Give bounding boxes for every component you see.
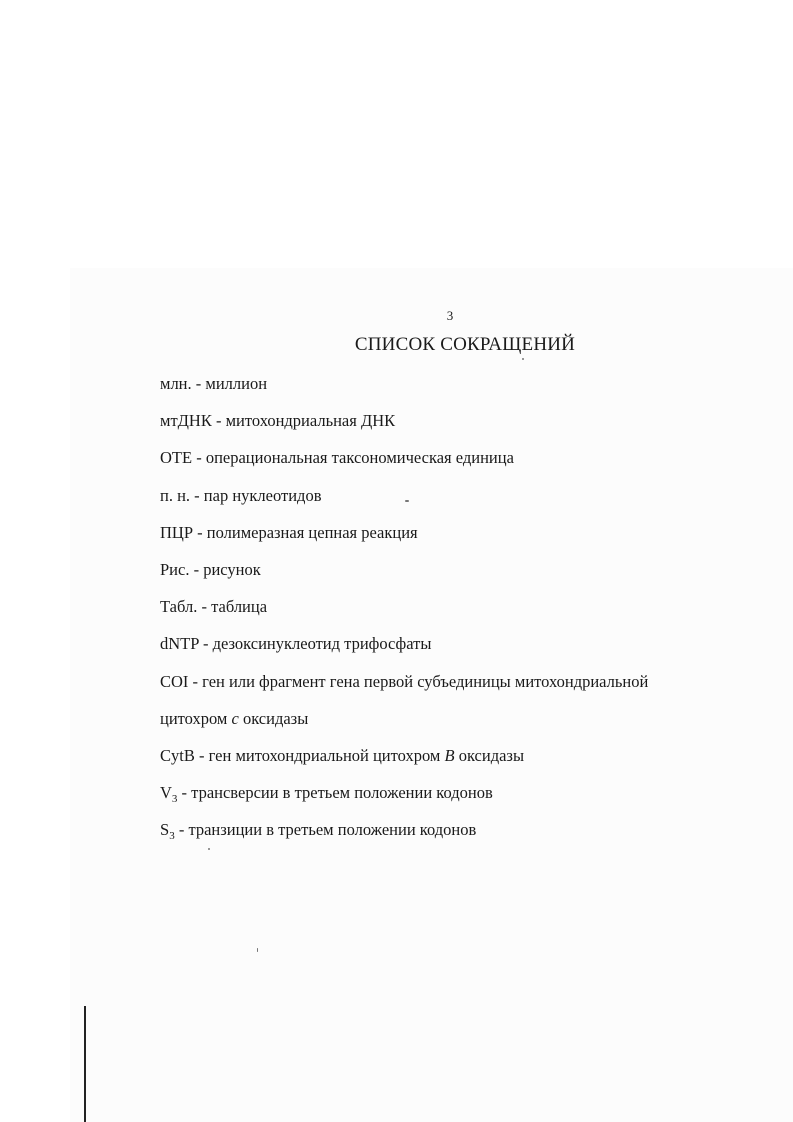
abbreviation-term: S (160, 820, 170, 840)
abbreviation-definition: рисунок (203, 559, 261, 579)
separator: - (191, 374, 206, 393)
page-number: 3 (446, 308, 454, 323)
abbreviation-term: Рис. (160, 559, 190, 579)
abbreviation-term: Табл. (160, 597, 198, 617)
separator: - (189, 559, 204, 579)
definition-italic: c (231, 708, 239, 728)
list-item (160, 485, 760, 522)
list-item (160, 410, 760, 447)
definition-text: ген митохондриальной цитохром (208, 745, 445, 765)
abbreviation-term: ПЦР (160, 522, 194, 542)
list-item (160, 373, 760, 410)
separator: - (192, 448, 206, 468)
separator: - (193, 522, 207, 542)
list-item (160, 671, 760, 708)
abbreviation-definition: ген или фрагмент гена первой субъединицы митохондриальной (202, 671, 649, 691)
scan-speck (405, 500, 409, 502)
abbreviation-term: CytB (160, 745, 195, 765)
separator: - (188, 671, 203, 691)
list-item (160, 819, 760, 856)
abbreviation-definition: пар нуклеотидов (203, 485, 322, 505)
separator: - (190, 485, 204, 505)
list-item (160, 447, 760, 484)
scan-speck (522, 358, 524, 360)
definition-text: оксидазы (454, 745, 525, 765)
scan-margin-line (84, 1006, 86, 1122)
separator: - (198, 634, 213, 654)
list-item (160, 633, 760, 670)
abbreviation-definition: таблица (211, 597, 268, 617)
definition-text: оксидазы (238, 708, 309, 728)
separator: - (177, 783, 192, 803)
abbreviation-definition: трансверсии в третьем положении кодонов (191, 783, 493, 803)
list-item (160, 782, 760, 819)
abbreviation-term: dNTP (160, 634, 199, 654)
definition-italic: B (444, 745, 455, 765)
list-item (160, 745, 760, 782)
separator: - (194, 745, 209, 765)
abbreviation-definition: дезоксинуклеотид трифосфаты (212, 634, 432, 654)
separator: - (174, 820, 189, 840)
list-item-continuation (160, 708, 760, 745)
separator: - (197, 597, 212, 617)
term-subscript: 3 (169, 830, 175, 843)
separator: - (211, 411, 226, 431)
scan-speck (208, 848, 210, 850)
list-item (160, 522, 760, 559)
abbreviation-definition: митохондриальная ДНК (225, 411, 396, 431)
list-item (160, 596, 760, 633)
definition-text: цитохром (160, 708, 232, 728)
abbreviation-definition: операциональная таксономическая единица (205, 448, 514, 468)
scan-speck (257, 948, 258, 952)
abbreviation-definition: транзиции в третьем положении кодонов (188, 820, 477, 840)
list-item (160, 559, 760, 596)
abbreviation-term: OTE (160, 448, 193, 468)
abbreviation-term: мтДНК (160, 411, 212, 431)
page-title: СПИСОК СОКРАЩЕНИЙ (354, 334, 576, 355)
abbreviation-term: п. н. (160, 485, 191, 505)
abbreviation-term: V (160, 783, 172, 803)
abbreviation-term: COI (160, 671, 189, 691)
abbreviation-definition: миллион (205, 374, 268, 393)
abbreviation-term: млн. (160, 374, 192, 393)
abbreviation-definition: полимеразная цепная реакция (206, 522, 418, 542)
term-subscript: 3 (171, 793, 178, 806)
abbreviation-list (160, 373, 760, 856)
